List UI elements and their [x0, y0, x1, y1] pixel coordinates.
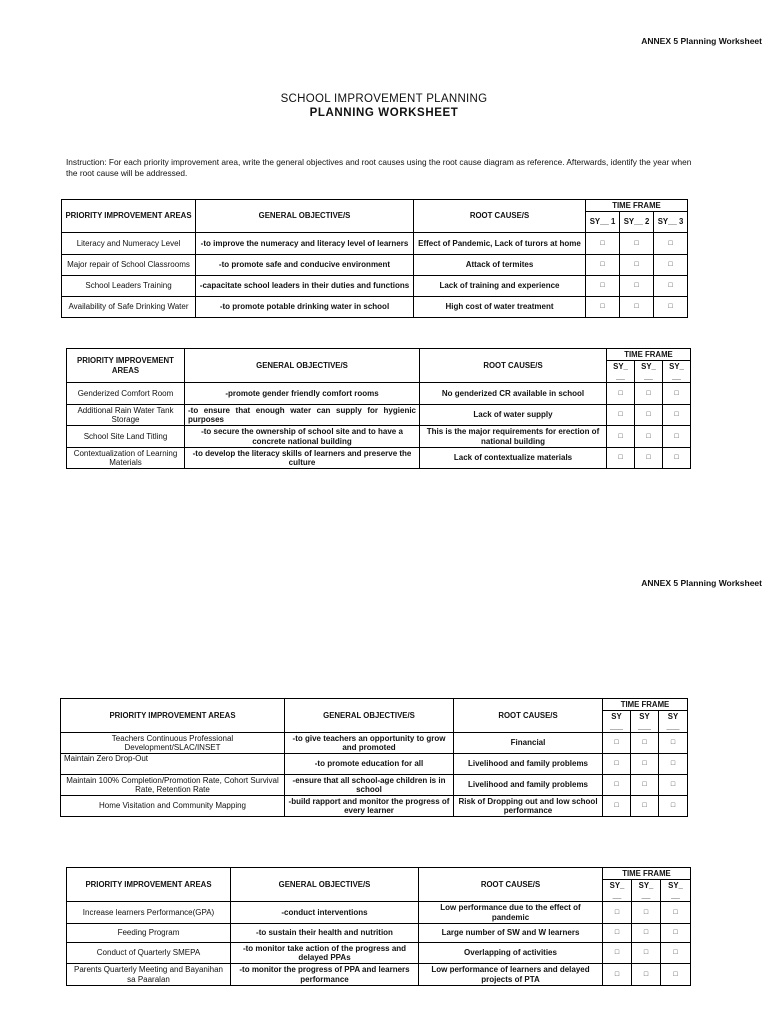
- header-time-frame: TIME FRAME: [607, 349, 691, 361]
- objective-cell: -build rapport and monitor the progress of every learner: [285, 796, 454, 817]
- checkbox[interactable]: □: [632, 964, 661, 986]
- area-cell: Maintain Zero Drop-Out: [61, 754, 285, 775]
- checkbox[interactable]: □: [603, 796, 631, 817]
- cause-cell: Livelihood and family problems: [454, 775, 603, 796]
- objective-cell: -ensure that all school-age children is in school: [285, 775, 454, 796]
- area-cell: Additional Rain Water Tank Storage: [67, 405, 185, 426]
- area-cell: Maintain 100% Completion/Promotion Rate, Cohort Survival Rate, Retention Rate: [61, 775, 285, 796]
- header-sy-3: SY ___: [659, 711, 688, 733]
- checkbox[interactable]: □: [607, 448, 635, 469]
- checkbox[interactable]: □: [659, 775, 688, 796]
- table-row: [67, 964, 691, 986]
- cause-cell: Low performance of learners and delayed projects of PTA: [419, 964, 603, 986]
- header-sy-2: SY_ __: [635, 361, 663, 383]
- checkbox[interactable]: □: [607, 383, 635, 405]
- checkbox[interactable]: □: [661, 924, 691, 943]
- header-time-frame: TIME FRAME: [586, 200, 688, 212]
- planning-table-4: [66, 867, 691, 986]
- table-row: [67, 924, 691, 943]
- checkbox[interactable]: □: [603, 902, 632, 924]
- area-cell: School Site Land Titling: [67, 426, 185, 448]
- objective-cell: -conduct interventions: [231, 902, 419, 924]
- table-row: [61, 733, 688, 754]
- cause-cell: Livelihood and family problems: [454, 754, 603, 775]
- checkbox[interactable]: □: [631, 754, 659, 775]
- area-cell: Genderized Comfort Room: [67, 383, 185, 405]
- checkbox[interactable]: □: [635, 448, 663, 469]
- planning-table-1: [61, 199, 688, 318]
- cause-cell: High cost of water treatment: [414, 297, 586, 318]
- checkbox[interactable]: □: [635, 405, 663, 426]
- table-row: [67, 448, 691, 469]
- header-cause: ROOT CAUSE/S: [454, 699, 603, 733]
- header-time-frame: TIME FRAME: [603, 868, 691, 880]
- header-area: PRIORITY IMPROVEMENT AREAS: [67, 349, 185, 383]
- page-subtitle: PLANNING WORKSHEET: [309, 107, 459, 119]
- checkbox[interactable]: □: [663, 448, 691, 469]
- header-objective: GENERAL OBJECTIVE/S: [231, 868, 419, 902]
- cause-cell: Lack of contextualize materials: [420, 448, 607, 469]
- header-cause: ROOT CAUSE/S: [420, 349, 607, 383]
- cause-cell: Lack of water supply: [420, 405, 607, 426]
- area-cell: Availability of Safe Drinking Water: [62, 297, 196, 318]
- checkbox[interactable]: □: [632, 943, 661, 964]
- header-area: PRIORITY IMPROVEMENT AREAS: [61, 699, 285, 733]
- checkbox[interactable]: □: [635, 426, 663, 448]
- checkbox[interactable]: □: [659, 796, 688, 817]
- checkbox[interactable]: □: [620, 297, 654, 318]
- planning-table-3: [60, 698, 688, 817]
- annex-label: ANNEX 5 Planning Worksheet: [641, 36, 762, 46]
- header-area: PRIORITY IMPROVEMENT AREAS: [62, 200, 196, 233]
- checkbox[interactable]: □: [607, 405, 635, 426]
- table-row: [61, 796, 688, 817]
- checkbox[interactable]: □: [631, 796, 659, 817]
- checkbox[interactable]: □: [603, 943, 632, 964]
- checkbox[interactable]: □: [631, 775, 659, 796]
- cause-cell: No genderized CR available in school: [420, 383, 607, 405]
- header-sy-1: SY_ __: [603, 880, 632, 902]
- objective-cell: -to promote education for all: [285, 754, 454, 775]
- checkbox[interactable]: □: [603, 733, 631, 754]
- header-sy-2: SY_ __: [632, 880, 661, 902]
- table-row: [61, 775, 688, 796]
- instruction-text: Instruction: For each priority improvement area, write the general objectives and root causes using the root cause diagram as reference. Afterwards, identify the year when the root cause will be addressed.: [66, 157, 692, 178]
- checkbox[interactable]: □: [586, 255, 620, 276]
- checkbox[interactable]: □: [632, 902, 661, 924]
- cause-cell: Low performance due to the effect of pandemic: [419, 902, 603, 924]
- header-area: PRIORITY IMPROVEMENT AREAS: [67, 868, 231, 902]
- page-title: SCHOOL IMPROVEMENT PLANNING: [280, 93, 488, 105]
- cause-cell: Lack of training and experience: [414, 276, 586, 297]
- cause-cell: Attack of termites: [414, 255, 586, 276]
- objective-cell: -to promote safe and conducive environment: [196, 255, 414, 276]
- area-cell: Conduct of Quarterly SMEPA: [67, 943, 231, 964]
- header-time-frame: TIME FRAME: [603, 699, 688, 711]
- checkbox[interactable]: □: [654, 276, 688, 297]
- checkbox[interactable]: □: [603, 924, 632, 943]
- header-sy-1: SY ___: [603, 711, 631, 733]
- objective-cell: -promote gender friendly comfort rooms: [185, 383, 420, 405]
- checkbox[interactable]: □: [635, 383, 663, 405]
- checkbox[interactable]: □: [663, 383, 691, 405]
- cause-cell: Risk of Dropping out and low school performance: [454, 796, 603, 817]
- header-objective: GENERAL OBJECTIVE/S: [185, 349, 420, 383]
- checkbox[interactable]: □: [620, 276, 654, 297]
- objective-cell: -to ensure that enough water can supply for hygienic purposes: [185, 405, 420, 426]
- cause-cell: Overlapping of activities: [419, 943, 603, 964]
- header-sy-1: SY_ __: [607, 361, 635, 383]
- area-cell: Increase learners Performance(GPA): [67, 902, 231, 924]
- objective-cell: -to improve the numeracy and literacy level of learners: [196, 233, 414, 255]
- objective-cell: -to monitor the progress of PPA and learners performance: [231, 964, 419, 986]
- header-cause: ROOT CAUSE/S: [419, 868, 603, 902]
- checkbox[interactable]: □: [607, 426, 635, 448]
- header-objective: GENERAL OBJECTIVE/S: [285, 699, 454, 733]
- checkbox[interactable]: □: [663, 405, 691, 426]
- cause-cell: Effect of Pandemic, Lack of turors at home: [414, 233, 586, 255]
- area-cell: Feeding Program: [67, 924, 231, 943]
- objective-cell: -to give teachers an opportunity to grow and promoted: [285, 733, 454, 754]
- header-sy-1: SY__ 1: [586, 212, 620, 233]
- checkbox[interactable]: □: [632, 924, 661, 943]
- checkbox[interactable]: □: [586, 276, 620, 297]
- table-row: [62, 233, 688, 255]
- objective-cell: -to promote potable drinking water in school: [196, 297, 414, 318]
- objective-cell: -to develop the literacy skills of learners and preserve the culture: [185, 448, 420, 469]
- checkbox[interactable]: □: [603, 775, 631, 796]
- area-cell: Literacy and Numeracy Level: [62, 233, 196, 255]
- checkbox[interactable]: □: [654, 233, 688, 255]
- area-cell: Home Visitation and Community Mapping: [61, 796, 285, 817]
- cause-cell: Financial: [454, 733, 603, 754]
- objective-cell: -to monitor take action of the progress and delayed PPAs: [231, 943, 419, 964]
- objective-cell: -capacitate school leaders in their duties and functions: [196, 276, 414, 297]
- table-row: [67, 426, 691, 448]
- header-objective: GENERAL OBJECTIVE/S: [196, 200, 414, 233]
- checkbox[interactable]: □: [603, 964, 632, 986]
- checkbox[interactable]: □: [661, 964, 691, 986]
- checkbox[interactable]: □: [654, 297, 688, 318]
- checkbox[interactable]: □: [663, 426, 691, 448]
- table-row: [67, 383, 691, 405]
- area-cell: Parents Quarterly Meeting and Bayanihan sa Paaralan: [67, 964, 231, 986]
- table-row: [67, 405, 691, 426]
- annex-label: ANNEX 5 Planning Worksheet: [641, 578, 762, 588]
- cause-cell: Large number of SW and W learners: [419, 924, 603, 943]
- table-row: [67, 943, 691, 964]
- header-sy-3: SY_ __: [663, 361, 691, 383]
- checkbox[interactable]: □: [654, 255, 688, 276]
- area-cell: School Leaders Training: [62, 276, 196, 297]
- table-row: [62, 297, 688, 318]
- area-cell: Major repair of School Classrooms: [62, 255, 196, 276]
- table-row: [62, 255, 688, 276]
- objective-cell: -to secure the ownership of school site and to have a concrete national building: [185, 426, 420, 448]
- header-sy-3: SY__ 3: [654, 212, 688, 233]
- table-row: [61, 754, 688, 775]
- checkbox[interactable]: □: [659, 754, 688, 775]
- checkbox[interactable]: □: [586, 233, 620, 255]
- area-cell: Teachers Continuous Professional Development/SLAC/INSET: [61, 733, 285, 754]
- checkbox[interactable]: □: [620, 233, 654, 255]
- area-cell: Contextualization of Learning Materials: [67, 448, 185, 469]
- header-sy-3: SY_ __: [661, 880, 691, 902]
- cause-cell: This is the major requirements for erection of national building: [420, 426, 607, 448]
- checkbox[interactable]: □: [631, 733, 659, 754]
- header-cause: ROOT CAUSE/S: [414, 200, 586, 233]
- planning-table-2: [66, 348, 691, 469]
- checkbox[interactable]: □: [620, 255, 654, 276]
- table-row: [67, 902, 691, 924]
- header-sy-2: SY ___: [631, 711, 659, 733]
- table-row: [62, 276, 688, 297]
- checkbox[interactable]: □: [586, 297, 620, 318]
- header-sy-2: SY__ 2: [620, 212, 654, 233]
- checkbox[interactable]: □: [661, 902, 691, 924]
- objective-cell: -to sustain their health and nutrition: [231, 924, 419, 943]
- checkbox[interactable]: □: [603, 754, 631, 775]
- checkbox[interactable]: □: [661, 943, 691, 964]
- checkbox[interactable]: □: [659, 733, 688, 754]
